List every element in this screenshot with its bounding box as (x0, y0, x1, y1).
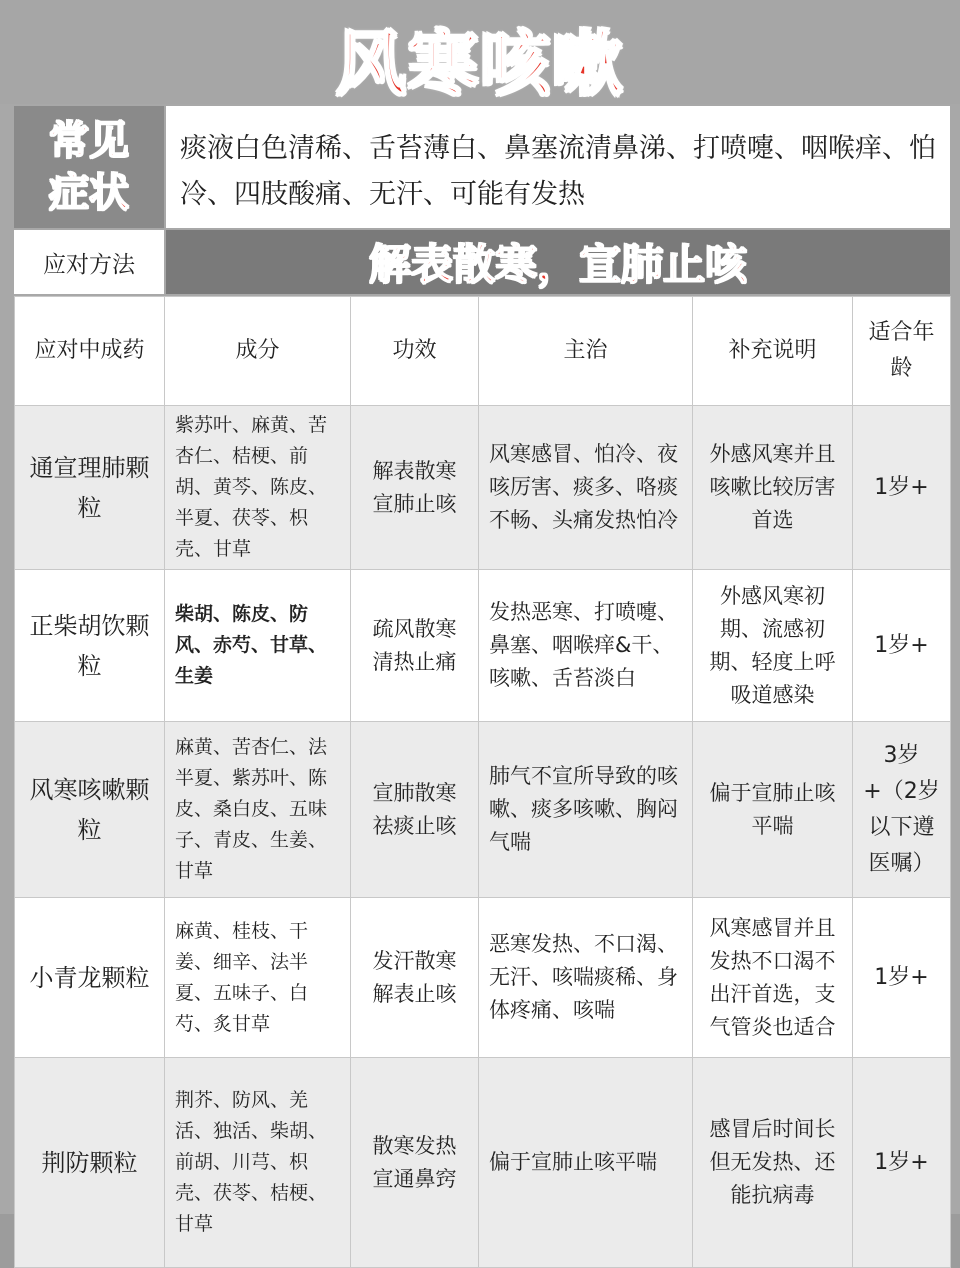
header-cell: 功效 (351, 297, 479, 406)
effect-cell: 疏风散寒清热止痛 (351, 570, 479, 722)
symptoms-text: 痰液白色清稀、舌苔薄白、鼻塞流清鼻涕、打喷嚏、咽喉痒、怕冷、四肢酸痛、无汗、可能有发热 (166, 106, 950, 228)
indication-cell: 发热恶寒、打喷嚏、鼻塞、咽喉痒&干、咳嗽、舌苔淡白 (479, 570, 693, 722)
age-cell: 3岁+（2岁以下遵医嘱） (853, 722, 951, 898)
table-row (15, 1058, 951, 1268)
indication-cell: 恶寒发热、不口渴、无汗、咳喘痰稀、身体疼痛、咳喘 (479, 898, 693, 1058)
table-row (15, 570, 951, 722)
effect-cell: 散寒发热宣通鼻窍 (351, 1058, 479, 1268)
table-header (15, 297, 951, 406)
header-cell: 应对中成药 (15, 297, 165, 406)
effect-cell: 解表散寒宣肺止咳 (351, 406, 479, 570)
table-row (15, 406, 951, 570)
header-cell: 主治 (479, 297, 693, 406)
effect-cell: 发汗散寒解表止咳 (351, 898, 479, 1058)
medicine-table (14, 296, 951, 1268)
table-row (15, 898, 951, 1058)
ingredients-cell: 紫苏叶、麻黄、苦杏仁、桔梗、前胡、黄芩、陈皮、半夏、茯苓、枳壳、甘草 (165, 406, 351, 570)
effect-cell: 宣肺散寒祛痰止咳 (351, 722, 479, 898)
age-cell: 1岁+ (853, 406, 951, 570)
age-cell: 1岁+ (853, 898, 951, 1058)
page-title: 风寒咳嗽 (336, 23, 624, 105)
medicine-name: 通宣理肺颗粒 (15, 406, 165, 570)
note-cell: 风寒感冒并且发热不口渴不出汗首选，支气管炎也适合 (693, 898, 853, 1058)
table-row (15, 722, 951, 898)
method-value: 解表散寒，宣肺止咳 (166, 230, 950, 294)
ingredients-cell: 荆芥、防风、羌活、独活、柴胡、前胡、川芎、枳壳、茯苓、桔梗、甘草 (165, 1058, 351, 1268)
note-cell: 外感风寒并且咳嗽比较厉害首选 (693, 406, 853, 570)
method-label: 应对方法 (14, 230, 164, 294)
header-cell: 补充说明 (693, 297, 853, 406)
medicine-name: 正柴胡饮颗粒 (15, 570, 165, 722)
age-cell: 1岁+ (853, 1058, 951, 1268)
ingredients-cell: 麻黄、桂枝、干姜、细辛、法半夏、五味子、白芍、炙甘草 (165, 898, 351, 1058)
indication-cell: 肺气不宣所导致的咳嗽、痰多咳嗽、胸闷气喘 (479, 722, 693, 898)
ingredients-cell: 柴胡、陈皮、防风、赤芍、甘草、生姜 (165, 570, 351, 722)
medicine-name: 荆防颗粒 (15, 1058, 165, 1268)
header-cell: 成分 (165, 297, 351, 406)
age-cell: 1岁+ (853, 570, 951, 722)
note-cell: 外感风寒初期、流感初期、轻度上呼吸道感染 (693, 570, 853, 722)
note-cell: 偏于宣肺止咳平喘 (693, 722, 853, 898)
ingredients-cell: 麻黄、苦杏仁、法半夏、紫苏叶、陈皮、桑白皮、五味子、青皮、生姜、甘草 (165, 722, 351, 898)
indication-cell: 风寒感冒、怕冷、夜咳厉害、痰多、咯痰不畅、头痛发热怕冷 (479, 406, 693, 570)
indication-cell: 偏于宣肺止咳平喘 (479, 1058, 693, 1268)
note-cell: 感冒后时间长但无发热、还能抗病毒 (693, 1058, 853, 1268)
header-cell: 适合年龄 (853, 297, 951, 406)
medicine-name: 小青龙颗粒 (15, 898, 165, 1058)
medicine-name: 风寒咳嗽颗粒 (15, 722, 165, 898)
symptoms-label: 常见症状 (14, 106, 164, 228)
